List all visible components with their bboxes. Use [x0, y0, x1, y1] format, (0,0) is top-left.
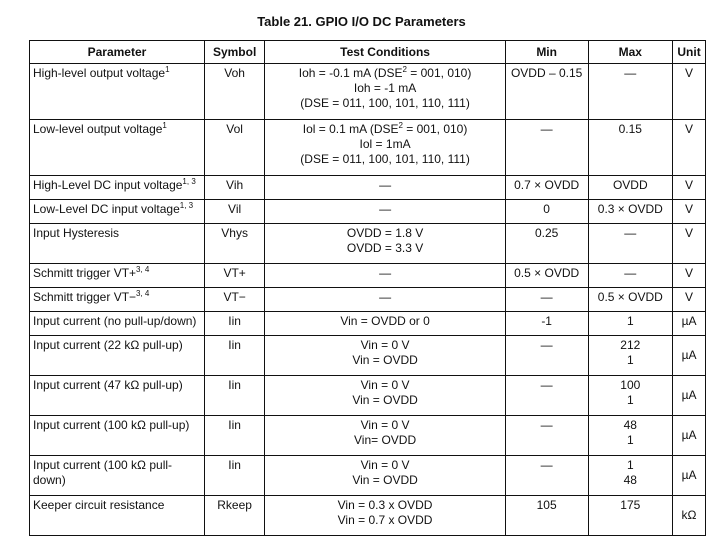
unit-cell: µA	[673, 336, 706, 376]
table-row	[30, 336, 706, 376]
symbol-cell: Iin	[204, 376, 264, 416]
unit-cell: µA	[673, 456, 706, 496]
parameter-cell: Schmitt trigger VT−$^{3, 4}$	[30, 288, 205, 312]
parameter-cell: Low-level output voltage$^1$	[30, 120, 205, 176]
symbol-cell: VT+	[204, 264, 264, 288]
test-conditions-cell: Vin = OVDD or 0	[265, 312, 505, 336]
test-conditions-cell: Vin = 0 V Vin = OVDD	[265, 376, 505, 416]
header-parameter: Parameter	[30, 41, 205, 64]
max-cell: 0.15	[588, 120, 673, 176]
symbol-cell: Vol	[204, 120, 264, 176]
parameter-cell: Input current (100 kΩ pull-up)	[30, 416, 205, 456]
table-row	[30, 312, 706, 336]
test-conditions-cell: Vin = 0 V Vin= OVDD	[265, 416, 505, 456]
min-cell: —	[505, 120, 588, 176]
min-cell: —	[505, 456, 588, 496]
header-min: Min	[505, 41, 588, 64]
table-row	[30, 120, 706, 176]
parameter-cell: Input current (100 kΩ pull-down)	[30, 456, 205, 496]
max-cell: —	[588, 264, 673, 288]
symbol-cell: VT−	[204, 288, 264, 312]
unit-cell: V	[673, 200, 706, 224]
test-conditions-cell: —	[265, 288, 505, 312]
parameter-cell: Low-Level DC input voltage$^{1, 3}$	[30, 200, 205, 224]
table-row	[30, 200, 706, 224]
unit-cell: µA	[673, 376, 706, 416]
parameter-cell: Keeper circuit resistance	[30, 496, 205, 536]
min-cell: 105	[505, 496, 588, 536]
table-row	[30, 176, 706, 200]
parameter-cell: High-Level DC input voltage$^{1, 3}$	[30, 176, 205, 200]
unit-cell: V	[673, 264, 706, 288]
table-row	[30, 456, 706, 496]
min-cell: 0.25	[505, 224, 588, 264]
test-conditions-cell: Vin = 0 V Vin = OVDD	[265, 336, 505, 376]
min-cell: OVDD – 0.15	[505, 64, 588, 120]
table-row	[30, 416, 706, 456]
min-cell: 0	[505, 200, 588, 224]
table-row	[30, 64, 706, 120]
test-conditions-cell: Iol = 0.1 mA ($DSE^2 = 001$, 010) Iol = 1mA (DSE = 011, 100, 101, 110, 111)	[265, 120, 505, 176]
symbol-cell: Voh	[204, 64, 264, 120]
unit-cell: V	[673, 288, 706, 312]
symbol-cell: Vih	[204, 176, 264, 200]
symbol-cell: Vil	[204, 200, 264, 224]
min-cell: —	[505, 336, 588, 376]
table-row	[30, 264, 706, 288]
parameter-cell: Input current (no pull-up/down)	[30, 312, 205, 336]
min-cell: —	[505, 416, 588, 456]
min-cell: —	[505, 376, 588, 416]
test-conditions-cell: —	[265, 200, 505, 224]
max-cell: —	[588, 64, 673, 120]
unit-cell: µA	[673, 312, 706, 336]
symbol-cell: Rkeep	[204, 496, 264, 536]
header-symbol: Symbol	[204, 41, 264, 64]
max-cell: 0.5 × OVDD	[588, 288, 673, 312]
test-conditions-cell: OVDD = 1.8 V OVDD = 3.3 V	[265, 224, 505, 264]
max-cell: 212 1	[588, 336, 673, 376]
header-unit: Unit	[673, 41, 706, 64]
symbol-cell: Iin	[204, 336, 264, 376]
parameter-cell: Input Hysteresis	[30, 224, 205, 264]
unit-cell: kΩ	[673, 496, 706, 536]
max-cell: —	[588, 224, 673, 264]
parameter-cell: High-level output voltage$^1$	[30, 64, 205, 120]
unit-cell: V	[673, 224, 706, 264]
min-cell: 0.5 × OVDD	[505, 264, 588, 288]
table-title: Table 21. GPIO I/O DC Parameters	[257, 14, 466, 29]
min-cell: —	[505, 288, 588, 312]
parameter-cell: Input current (47 kΩ pull-up)	[30, 376, 205, 416]
parameter-cell: Schmitt trigger VT+$^{3, 4}$	[30, 264, 205, 288]
table-row	[30, 376, 706, 416]
header-max: Max	[588, 41, 673, 64]
symbol-cell: Iin	[204, 416, 264, 456]
test-conditions-cell: —	[265, 264, 505, 288]
table-header-row	[30, 41, 706, 64]
gpio-dc-parameters-table	[29, 40, 706, 536]
min-cell: -1	[505, 312, 588, 336]
max-cell: 100 1	[588, 376, 673, 416]
unit-cell: V	[673, 176, 706, 200]
test-conditions-cell: —	[265, 176, 505, 200]
max-cell: 1 48	[588, 456, 673, 496]
min-cell: 0.7 × OVDD	[505, 176, 588, 200]
test-conditions-cell: Vin = 0.3 x OVDD Vin = 0.7 x OVDD	[265, 496, 505, 536]
test-conditions-cell: Ioh = -0.1 mA ($DSE^2 = 001$, 010) Ioh = -1 mA (DSE = 011, 100, 101, 110, 111)	[265, 64, 505, 120]
table-row	[30, 288, 706, 312]
max-cell: 175	[588, 496, 673, 536]
table-row	[30, 224, 706, 264]
header-test-conditions: Test Conditions	[265, 41, 505, 64]
max-cell: 1	[588, 312, 673, 336]
max-cell: 0.3 × OVDD	[588, 200, 673, 224]
max-cell: OVDD	[588, 176, 673, 200]
symbol-cell: Iin	[204, 456, 264, 496]
unit-cell: V	[673, 120, 706, 176]
unit-cell: V	[673, 64, 706, 120]
symbol-cell: Vhys	[204, 224, 264, 264]
parameter-cell: Input current (22 kΩ pull-up)	[30, 336, 205, 376]
unit-cell: µA	[673, 416, 706, 456]
symbol-cell: Iin	[204, 312, 264, 336]
max-cell: 48 1	[588, 416, 673, 456]
table-row	[30, 496, 706, 536]
test-conditions-cell: Vin = 0 V Vin = OVDD	[265, 456, 505, 496]
